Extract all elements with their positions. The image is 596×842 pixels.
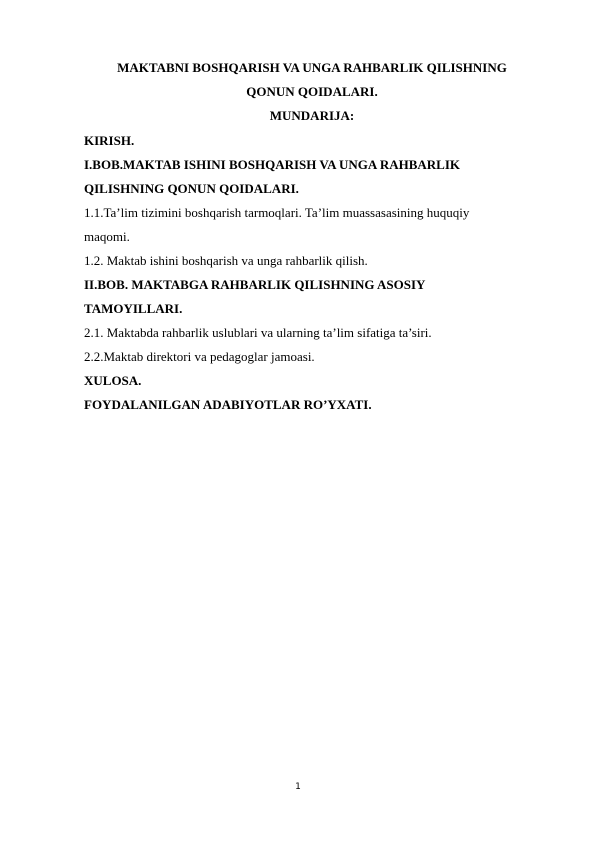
document-title-line-1: MAKTABNI BOSHQARISH VA UNGA RAHBARLIK QILISHNING [117, 60, 507, 75]
toc-references: FOYDALANILGAN ADABIYOTLAR RO’YXATI. [84, 397, 372, 412]
toc-section-1-1-line-2: maqomi. [84, 229, 130, 244]
document-title-line-2: QONUN QOIDALARI. [246, 84, 378, 99]
toc-section-2-2: 2.2.Maktab direktori va pedagoglar jamoasi. [84, 349, 315, 364]
toc-chapter1-title-line-1: I.BOB.MAKTAB ISHINI BOSHQARISH VA UNGA RAHBARLIK [84, 157, 461, 172]
toc-chapter2-title-line-2: TAMOYILLARI. [84, 301, 183, 316]
toc-introduction: KIRISH. [84, 133, 135, 148]
toc-chapter2-title-line-1: II.BOB. MAKTABGA RAHBARLIK QILISHNING ASOSIY [84, 277, 426, 292]
toc-section-2-1: 2.1. Maktabda rahbarlik uslublari va ularning ta’lim sifatiga ta’siri. [84, 325, 432, 340]
toc-section-1-2: 1.2. Maktab ishini boshqarish va unga rahbarlik qilish. [84, 253, 368, 268]
contents-heading: MUNDARIJA: [269, 108, 355, 123]
page-number: 1 [295, 782, 301, 792]
toc-section-1-1-line-1: 1.1.Ta’lim tizimini boshqarish tarmoqlari. Ta’lim muassasasining huquqiy [84, 205, 470, 220]
toc-chapter1-title-line-2: QILISHNING QONUN QOIDALARI. [84, 181, 299, 196]
toc-conclusion: XULOSA. [84, 373, 142, 388]
